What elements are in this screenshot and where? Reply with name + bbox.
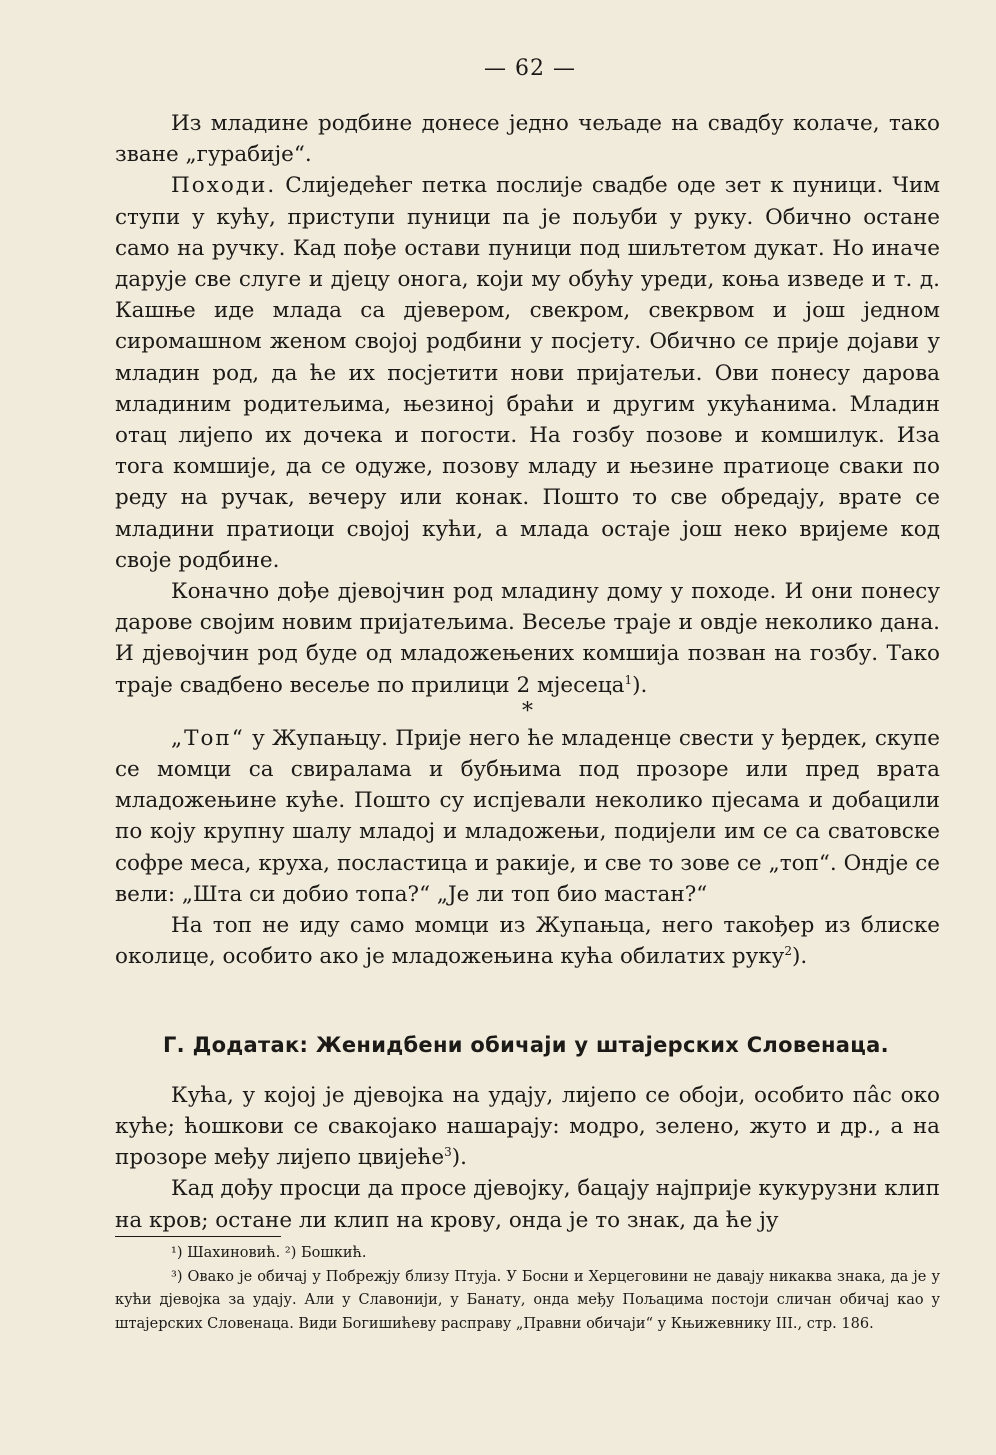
paragraph-3-end: ).: [632, 672, 648, 698]
footnote-ref-2: 2: [784, 944, 792, 959]
paragraph-1: Из младине родбине донесе једно чељаде на свадбу колаче, тако зване „гурабије“.: [115, 111, 940, 168]
paragraph-6-end: ).: [451, 1145, 467, 1171]
section-heading: Г. Додатак: Женидбени обичаји у штајерских Словенаца.: [163, 1033, 889, 1058]
paragraph-4-text: у Жупањцу. Прије него ће младенце свести у ђердек, скупе се момци са свиралама и бубњима под прозоре или пред врата младожењине куће. Пошто су испјевали неколико пјесама и добацили по коју крупну шалу младој и младожењи, подијели им се са сватовске софре меса, круха, посластица и ракије, и све то зове се „топ“. Ондје се вели: „Шта си добио топа?“ „Је ли топ био мастан?“: [115, 725, 940, 907]
paragraph-7: Кад дођу просци да просе дјевојку, бацају најприје кукурузни клип на кров; остане ли клип на крову, онда је то знак, да ће ју: [115, 1176, 940, 1233]
footnote-divider: [115, 1236, 281, 1237]
paragraph-6: [115, 1080, 940, 1174]
footnote-1-2: ¹) Шахиновић. ²) Бошкић.: [171, 1245, 367, 1261]
paragraph-5-end: ).: [791, 944, 808, 970]
paragraph-4: [115, 723, 940, 910]
paragraph-6-text: Кућа, у којој је дјевојка на удају, лијепо се обоји, особито пâс око куће; ћошкови се свакојако нашарају: модро, зелено, жуто и др., а на прозоре међу лијепо цвијеће: [115, 1082, 940, 1171]
paragraph-2: [115, 170, 940, 576]
paragraph-2-text: Слиједећег петка послије свадбе оде зет к пуници. Чим ступи у кућу, приступи пуници па је пољуби у руку. Обично остане само на ручку. Кад пође остави пуници под шиљтетом дукат. Но иначе дарује све слуге и дјецу онога, који му обућу уреди, коња изведе и т. д. Кашње иде млада са дјевером, свекром, свекрвом и још једном сиромашном женом својој родбини у посјету. Обично се прије дојави у младин род, да ће их посјетити нови пријатељи. Ови понесу дарова младиним родитељима, њезиној браћи и другим укућанима. Младин отац лијепо их дочека и погости. На гозбу позове и комшилук. Иза тога комшије, да се одуже, позову младу и њезине пратиоце сваки по реду на ручак, вечеру или конак. Пошто то све обредају, врате се младини пратиоци својој кући, а млада остаје још неко вријеме код своје родбине.: [115, 173, 940, 573]
main-text: [115, 108, 940, 1236]
footnote-ref-1: 1: [624, 672, 633, 687]
paragraph-5-text: На топ не иду само момци из Жупањца, него такођер из блиске околице, особито ако је младожењина кућа обилатих руку: [115, 913, 940, 970]
paragraph-3: [115, 576, 940, 701]
section-separator: *: [522, 698, 533, 724]
paragraph-5: [115, 910, 940, 972]
paragraph-4-lead: „Топ“: [171, 725, 245, 751]
page-number: — 62 —: [484, 56, 576, 81]
footnote-ref-3: 3: [444, 1144, 452, 1159]
footnotes: [115, 1242, 940, 1336]
paragraph-3-text: Коначно дође дјевојчин род младину дому у походе. И они понесу дарове својим новим пријатељима. Весеље траје и овдје неколико дана. И дјевојчин род буде од младожењених комшија позван на гозбу. Тако траје свадбено весеље по прилици 2 мјесеца: [115, 579, 940, 698]
paragraph-2-lead: Походи.: [171, 173, 277, 199]
footnote-3: ³) Овако је обичај у Побрежју близу Птуја. У Босни и Херцеговини не давају никаква знака, да је у кући дјевојка за удају. Али у Славонији, у Банату, онда међу Пољацима постоји сличан обичај као у штајерских Словенаца. Види Богишићеву расправу „Правни обичаји“ у Књижевнику III., стр. 186.: [115, 1268, 940, 1332]
